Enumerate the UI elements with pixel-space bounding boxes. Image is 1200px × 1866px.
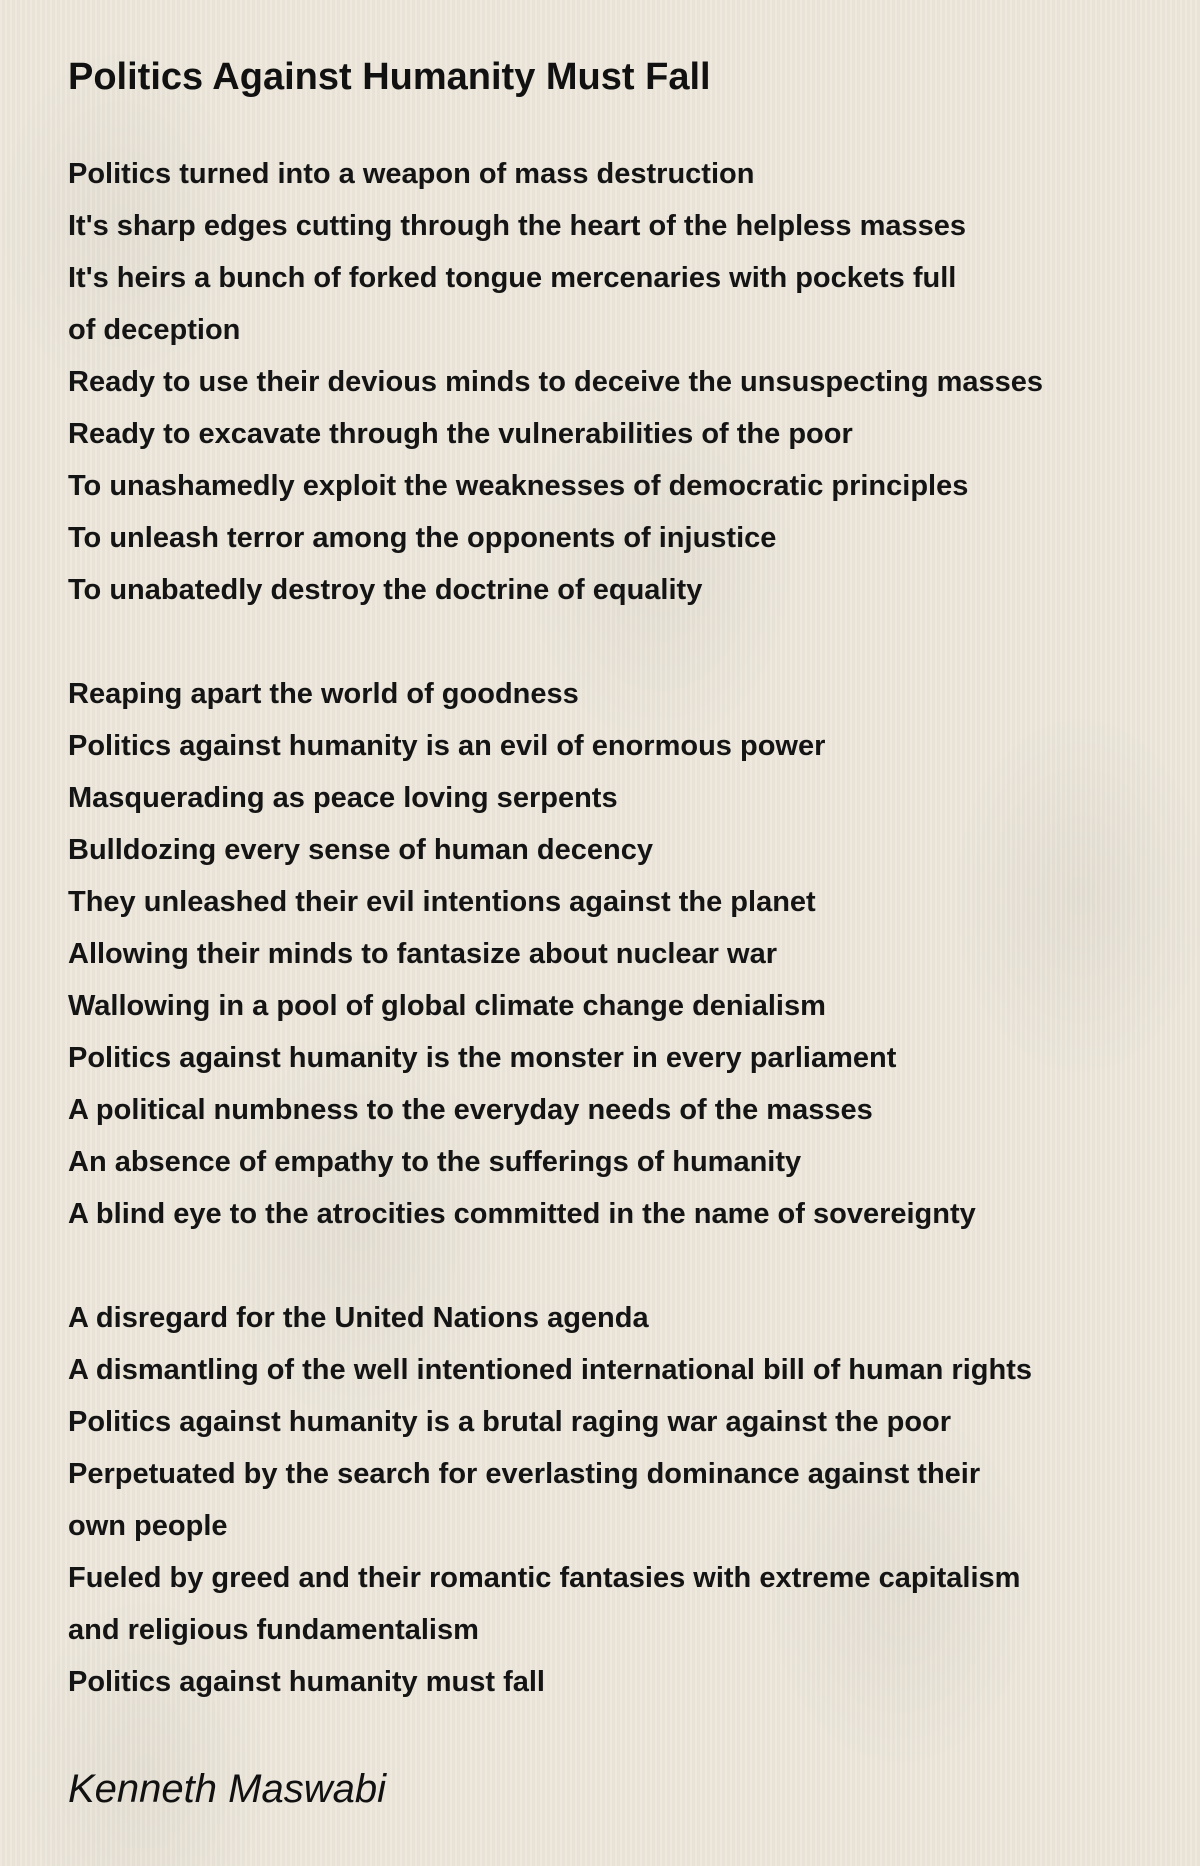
poem-line: Politics against humanity is the monster in every parliament [68,1042,897,1074]
poem-line: Ready to use their devious minds to deceive the unsuspecting masses [68,366,1044,398]
poem-line: Wallowing in a pool of global climate change denialism [68,990,826,1022]
poem-line: Politics against humanity is an evil of enormous power [68,730,826,762]
poem-line: Bulldozing every sense of human decency [68,834,653,866]
poem-line: Politics against humanity must fall [68,1666,545,1698]
poem-line: They unleashed their evil intentions against the planet [68,886,816,918]
poem-line: It's heirs a bunch of forked tongue mercenaries with pockets full [68,262,957,294]
poem-line: Politics against humanity is a brutal raging war against the poor [68,1406,952,1438]
poem-line: Reaping apart the world of goodness [68,678,579,710]
poem-line: A dismantling of the well intentioned international bill of human rights [68,1354,1032,1386]
poem-page [68,50,1178,1698]
poem-line: To unabatedly destroy the doctrine of equality [68,574,703,606]
poem-line: To unashamedly exploit the weaknesses of democratic principles [68,470,969,502]
poem-line: To unleash terror among the opponents of injustice [68,522,777,554]
poem-line: An absence of empathy to the sufferings of humanity [68,1146,802,1178]
poem-line: Perpetuated by the search for everlasting dominance against their [68,1458,981,1490]
poem-line: and religious fundamentalism [68,1614,479,1646]
poem-line: Ready to excavate through the vulnerabilities of the poor [68,418,853,450]
poem-line: It's sharp edges cutting through the heart of the helpless masses [68,210,967,242]
poem-author: Kenneth Maswabi [68,1767,386,1811]
poem-line: Allowing their minds to fantasize about nuclear war [68,938,777,970]
poem-line: own people [68,1510,228,1542]
stanza-1 [68,148,1178,616]
poem-line: Fueled by greed and their romantic fantasies with extreme capitalism [68,1562,1021,1594]
poem-line: Politics turned into a weapon of mass destruction [68,158,755,190]
poem-line: of deception [68,314,241,346]
poem-line: A blind eye to the atrocities committed in the name of sovereignty [68,1198,976,1230]
stanza-2 [68,668,1178,1240]
poem-body [68,148,1178,1760]
poem-line: Masquerading as peace loving serpents [68,782,618,814]
poem-title: Politics Against Humanity Must Fall [68,56,711,98]
stanza-3 [68,1292,1178,1708]
poem-line: A political numbness to the everyday needs of the masses [68,1094,873,1126]
poem-line: A disregard for the United Nations agenda [68,1302,649,1334]
